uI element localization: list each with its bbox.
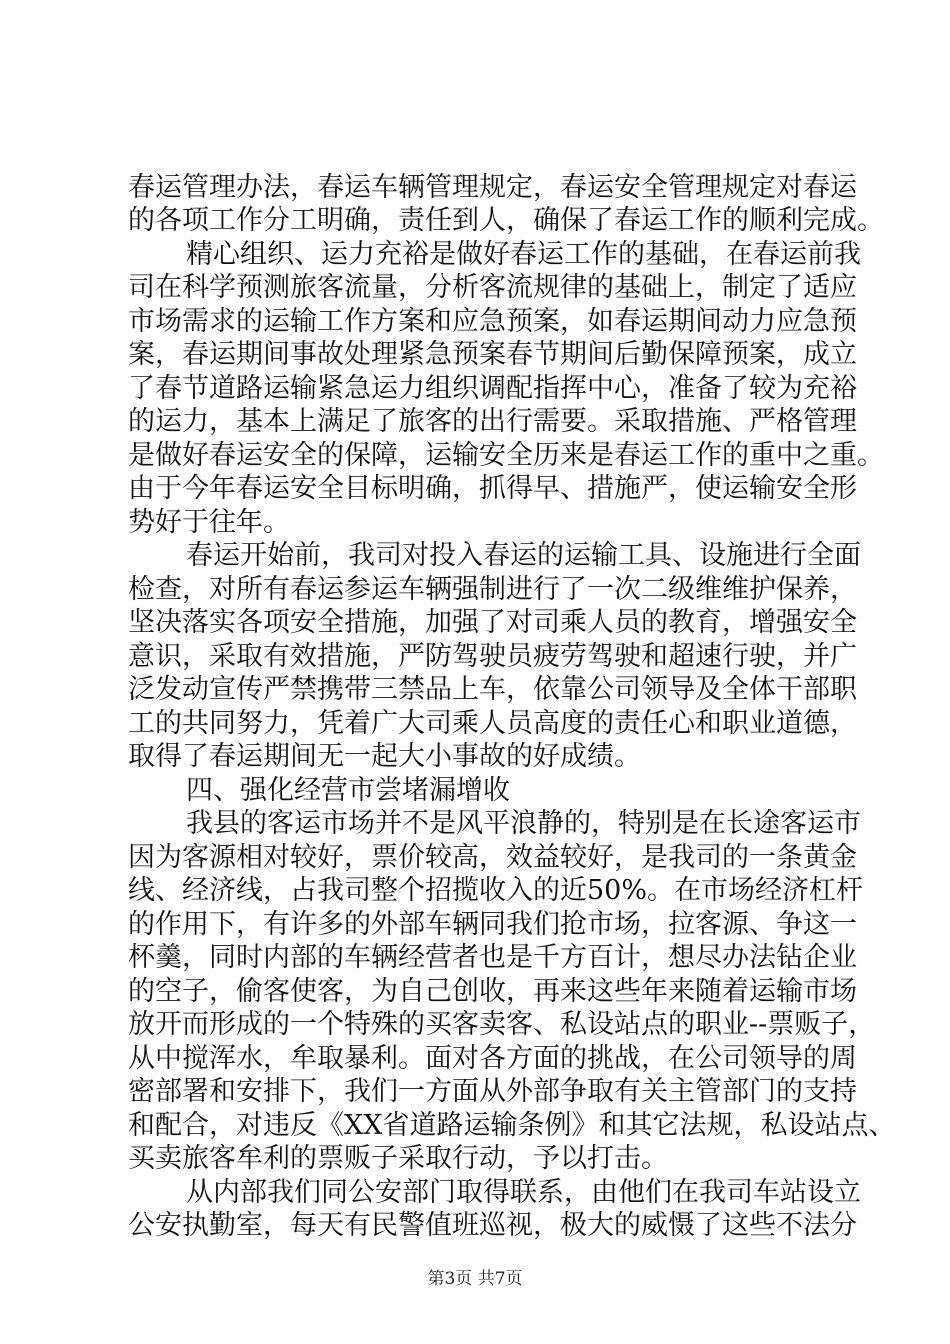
body-line: 工的共同努力，凭着广大司乘人员高度的责任心和职业道德，	[128, 708, 857, 739]
body-line: 的作用下，有许多的外部车辆同我们抢市场，拉客源、争这一	[128, 909, 857, 940]
body-line: 杯羹，同时内部的车辆经营者也是千方百计，想尽办法钻企业	[128, 942, 857, 973]
body-line: 和配合，对违反《XX省道路运输条例》和其它法规，私设站点、	[128, 1110, 896, 1141]
body-line: 精心组织、运力充裕是做好春运工作的基础，在春运前我	[186, 239, 861, 270]
body-line: 春运管理办法，春运车辆管理规定，春运安全管理规定对春运	[128, 172, 857, 203]
body-line: 的空子，偷客使客，为自己创收，再来这些年来随着运输市场	[128, 976, 857, 1007]
body-line: 意识，采取有效措施，严防驾驶员疲劳驾驶和超速行驶，并广	[128, 641, 857, 672]
body-line: 取得了春运期间无一起大小事故的好成绩。	[128, 741, 641, 772]
body-line: 线、经济线，占我司整个招揽收入的近50%。在市场经济杠杆	[128, 875, 864, 906]
body-line: 的运力，基本上满足了旅客的出行需要。采取措施、严格管理	[128, 406, 857, 437]
body-line: 我县的客运市场并不是风平浪静的，特别是在长途客运市	[186, 808, 861, 839]
body-line: 密部署和安排下，我们一方面从外部争取有关主管部门的支持	[128, 1076, 857, 1107]
body-line: 公安执勤室，每天有民警值班巡视，极大的威慑了这些不法分	[128, 1210, 857, 1241]
body-line: 买卖旅客牟利的票贩子采取行动，予以打击。	[128, 1143, 668, 1174]
body-line: 泛发动宣传严禁携带三禁品上车，依靠公司领导及全体干部职	[128, 674, 857, 705]
body-line: 势好于往年。	[128, 507, 290, 538]
page-footer: 第3页 共7页	[427, 1269, 523, 1289]
body-line: 检查，对所有春运参运车辆强制进行了一次二级维维护保养，	[128, 574, 857, 605]
body-line: 从中搅浑水，牟取暴利。面对各方面的挑战，在公司领导的周	[128, 1043, 857, 1074]
body-line: 由于今年春运安全目标明确，抓得早、措施严，使运输安全形	[128, 473, 857, 504]
body-line: 市场需求的运输工作方案和应急预案，如春运期间动力应急预	[128, 306, 857, 337]
body-line: 放开而形成的一个特殊的买客卖客、私设站点的职业--票贩子，	[128, 1009, 876, 1040]
body-line: 是做好春运安全的保障，运输安全历来是春运工作的重中之重。	[128, 440, 884, 471]
body-line: 了春节道路运输紧急运力组织调配指挥中心，准备了较为充裕	[128, 373, 857, 404]
body-line: 坚决落实各项安全措施，加强了对司乘人员的教育，增强安全	[128, 607, 857, 638]
section-heading: 四、强化经营市尝堵漏增收	[186, 775, 510, 806]
body-line: 因为客源相对较好，票价较高，效益较好，是我司的一条黄金	[128, 842, 857, 873]
body-line: 从内部我们同公安部门取得联系，由他们在我司车站设立	[186, 1177, 861, 1208]
body-line: 司在科学预测旅客流量，分析客流规律的基础上，制定了适应	[128, 272, 857, 303]
body-line: 案，春运期间事故处理紧急预案春节期间后勤保障预案，成立	[128, 339, 857, 370]
body-line: 春运开始前，我司对投入春运的运输工具、设施进行全面	[186, 540, 861, 571]
body-line: 的各项工作分工明确，责任到人，确保了春运工作的顺利完成。	[128, 205, 884, 236]
